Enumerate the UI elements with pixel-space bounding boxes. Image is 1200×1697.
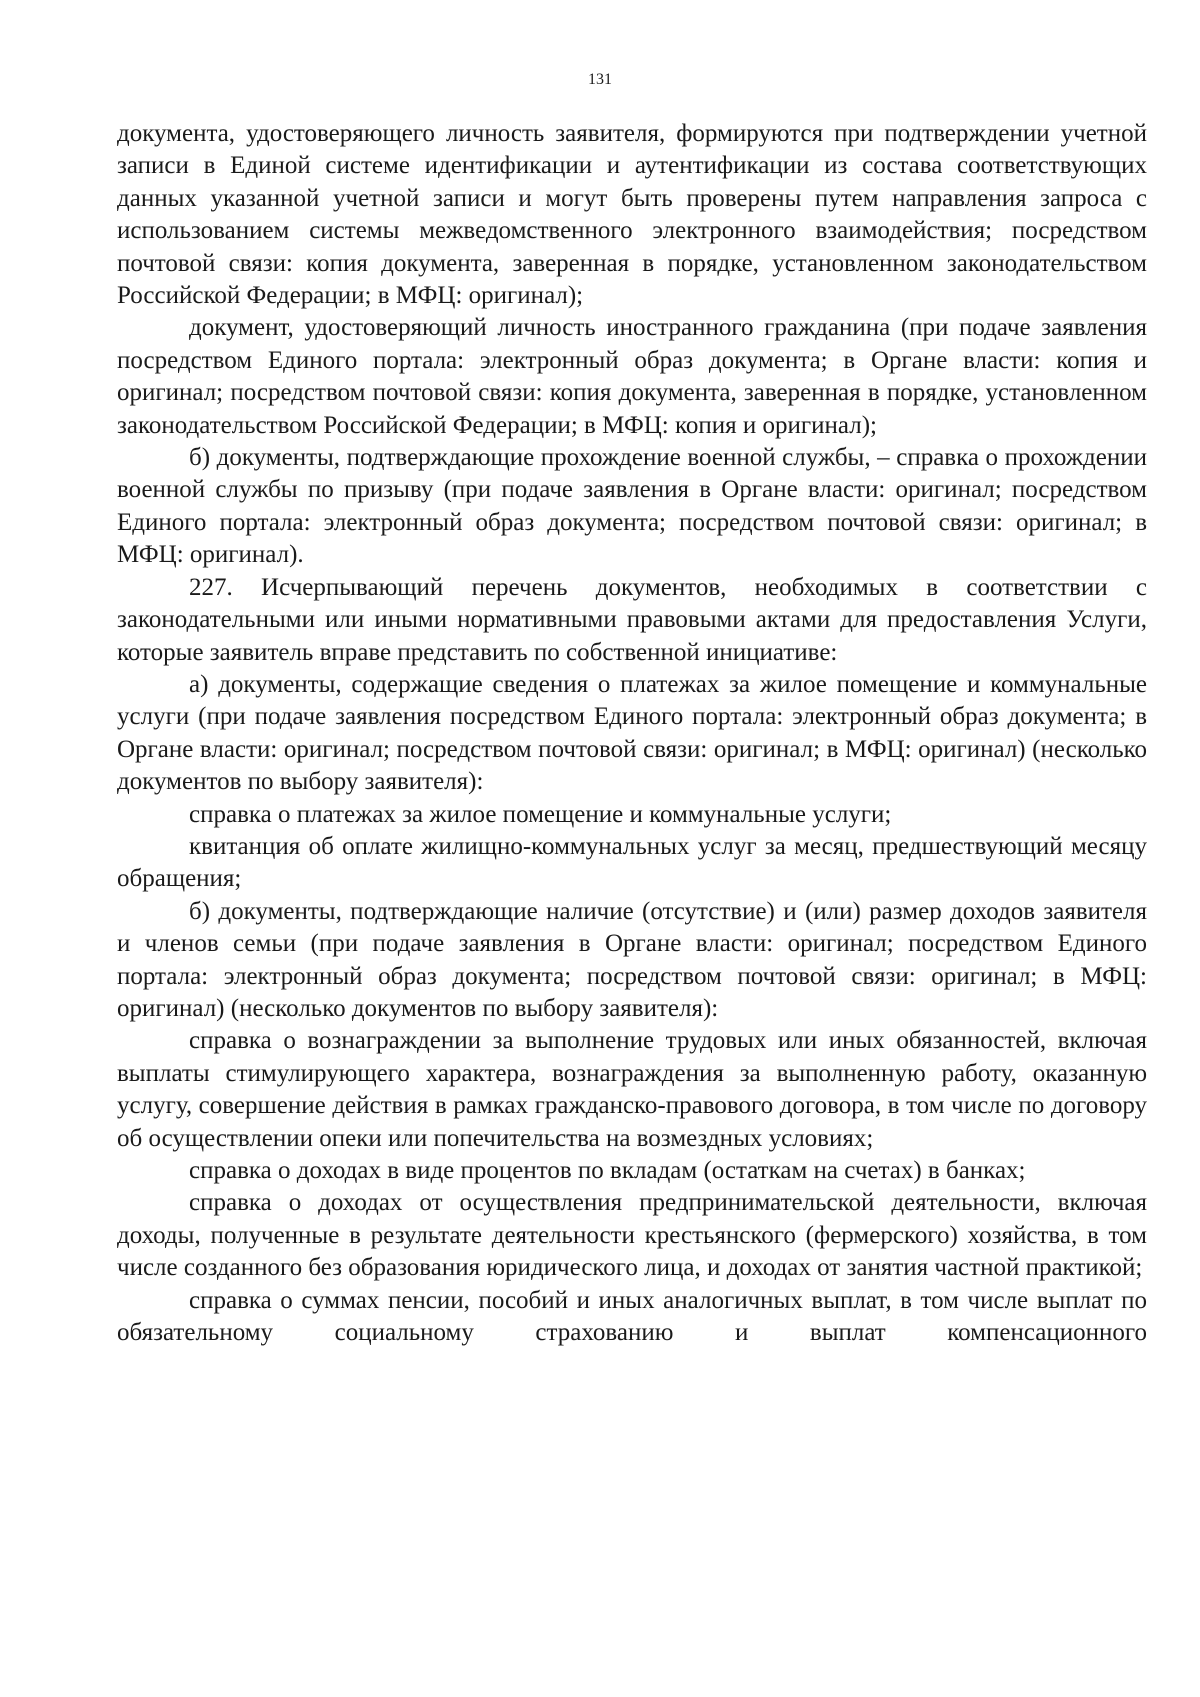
paragraph: справка о доходах в виде процентов по вкладам (остаткам на счетах) в банках;	[189, 1157, 1026, 1184]
paragraph: а) документы, содержащие сведения о платежах за жилое помещение и коммунальные услуги (при подаче заявления посредством Единого портала: электронный образ документа; в Органе власти: оригинал; посредством почтовой связи: оригинал; в МФЦ: оригинал) (несколько документов по выбору заявителя):	[117, 670, 1147, 796]
paragraph: 227. Исчерпывающий перечень документов, необходимых в соответствии с законодательными или иными нормативными правовыми актами для предоставления Услуги, которые заявитель вправе представить по собственной инициативе:	[117, 573, 1147, 666]
paragraph: справка о вознаграждении за выполнение трудовых или иных обязанностей, включая выплаты стимулирующего характера, вознаграждения за выполненную работу, оказанную услугу, совершение действия в рамках гражданско-правового договора, в том числе по договору об осуществлении опеки или попечительства на возмездных условиях;	[117, 1027, 1147, 1152]
document-body	[117, 118, 1147, 1349]
paragraph: б) документы, подтверждающие наличие (отсутствие) и (или) размер доходов заявителя и членов семьи (при подаче заявления в Органе власти: оригинал; посредством Единого портала: электронный образ документа; посредством почтовой связи: оригинал; в МФЦ: оригинал) (несколько документов по выбору заявителя):	[117, 897, 1147, 1022]
paragraph: документа, удостоверяющего личность заявителя, формируются при подтверждении учетной записи в Единой системе идентификации и аутентификации из состава соответствующих данных указанной учетной записи и могут быть проверены путем направления запроса с использованием системы межведомственного электронного взаимодействия; посредством почтовой связи: копия документа, заверенная в порядке, установленном законодательством Российской Федерации; в МФЦ: оригинал);	[117, 120, 1147, 310]
paragraph: справка о доходах от осуществления предпринимательской деятельности, включая доходы, полученные в результате деятельности крестьянского (фермерского) хозяйства, в том числе созданного без образования юридического лица, и доходах от занятия частной практикой;	[117, 1189, 1147, 1282]
paragraph: квитанция об оплате жилищно-коммунальных услуг за месяц, предшествующий месяцу обращения;	[117, 832, 1147, 893]
page-number: 131	[588, 71, 612, 88]
paragraph: документ, удостоверяющий личность иностранного гражданина (при подаче заявления посредством Единого портала: электронный образ документа; в Органе власти: копия и оригинал; посредством почтовой связи: копия документа, заверенная в порядке, установленном законодательством Российской Федерации; в МФЦ: копия и оригинал);	[117, 314, 1147, 439]
paragraph: справка о суммах пенсии, пособий и иных аналогичных выплат, в том числе выплат по обязательному социальному страхованию и выплат компенсационного	[117, 1286, 1147, 1347]
paragraph: справка о платежах за жилое помещение и коммунальные услуги;	[189, 800, 892, 828]
paragraph: б) документы, подтверждающие прохождение военной службы, – справка о прохождении военной службы по призыву (при подаче заявления в Органе власти: оригинал; посредством Единого портала: электронный образ документа; посредством почтовой связи: оригинал; в МФЦ: оригинал).	[117, 444, 1147, 569]
